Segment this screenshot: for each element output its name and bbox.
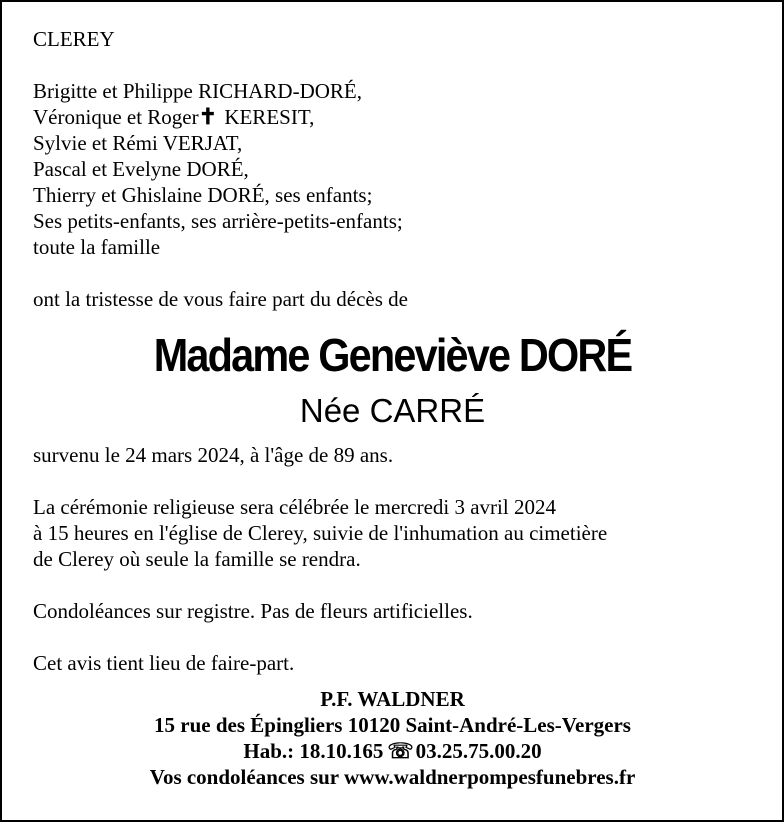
habilitation-number: Hab.: 18.10.165 <box>243 739 384 763</box>
spacer <box>33 468 752 494</box>
ceremony-details <box>33 494 752 572</box>
notice-statement: Cet avis tient lieu de faire-part. <box>33 651 295 675</box>
spacer <box>33 624 752 650</box>
funeral-home-address: 15 rue des Épingliers 10120 Saint-André-Les-Vergers <box>154 713 631 737</box>
family-line: Ses petits-enfants, ses arrière-petits-enfants; <box>33 209 403 233</box>
phone-icon: ☏ <box>387 739 414 763</box>
ceremony-line: à 15 heures en l'église de Clerey, suivie de l'inhumation au cimetière <box>33 521 608 545</box>
family-line: toute la famille <box>33 235 161 259</box>
spacer <box>33 260 752 286</box>
maiden-name: Née CARRÉ <box>299 392 486 429</box>
family-line-text: KERESIT, <box>219 105 315 129</box>
family-line: Pascal et Evelyne DORÉ, <box>33 157 249 181</box>
cross-icon: ✝ <box>198 104 218 129</box>
family-list <box>33 78 752 260</box>
announcement-text: ont la tristesse de vous faire part du décès de <box>33 287 408 311</box>
spacer <box>33 572 752 598</box>
family-line: Sylvie et Rémi VERJAT, <box>33 131 243 155</box>
family-line <box>33 104 752 130</box>
ceremony-line: La cérémonie religieuse sera célébrée le mercredi 3 avril 2024 <box>33 495 556 519</box>
family-line: Brigitte et Philippe RICHARD-DORÉ, <box>33 79 362 103</box>
family-line: Thierry et Ghislaine DORÉ, ses enfants; <box>33 183 373 207</box>
spacer <box>33 52 752 78</box>
death-info: survenu le 24 mars 2024, à l'âge de 89 ans. <box>33 443 394 467</box>
condolences-note: Condoléances sur registre. Pas de fleurs artificielles. <box>33 599 473 623</box>
family-line-text: Véronique et Roger <box>33 105 199 129</box>
deceased-name: Madame Geneviève DORÉ <box>153 329 632 381</box>
town-name: CLEREY <box>33 27 115 51</box>
ceremony-line: de Clerey où seule la famille se rendra. <box>33 547 361 571</box>
funeral-home-website: Vos condoléances sur www.waldnerpompesfunebres.fr <box>149 765 636 789</box>
funeral-home-contact <box>33 738 752 764</box>
funeral-home-name: P.F. WALDNER <box>320 687 465 711</box>
phone-number: 03.25.75.00.20 <box>415 739 542 763</box>
funeral-home-footer <box>33 686 752 790</box>
